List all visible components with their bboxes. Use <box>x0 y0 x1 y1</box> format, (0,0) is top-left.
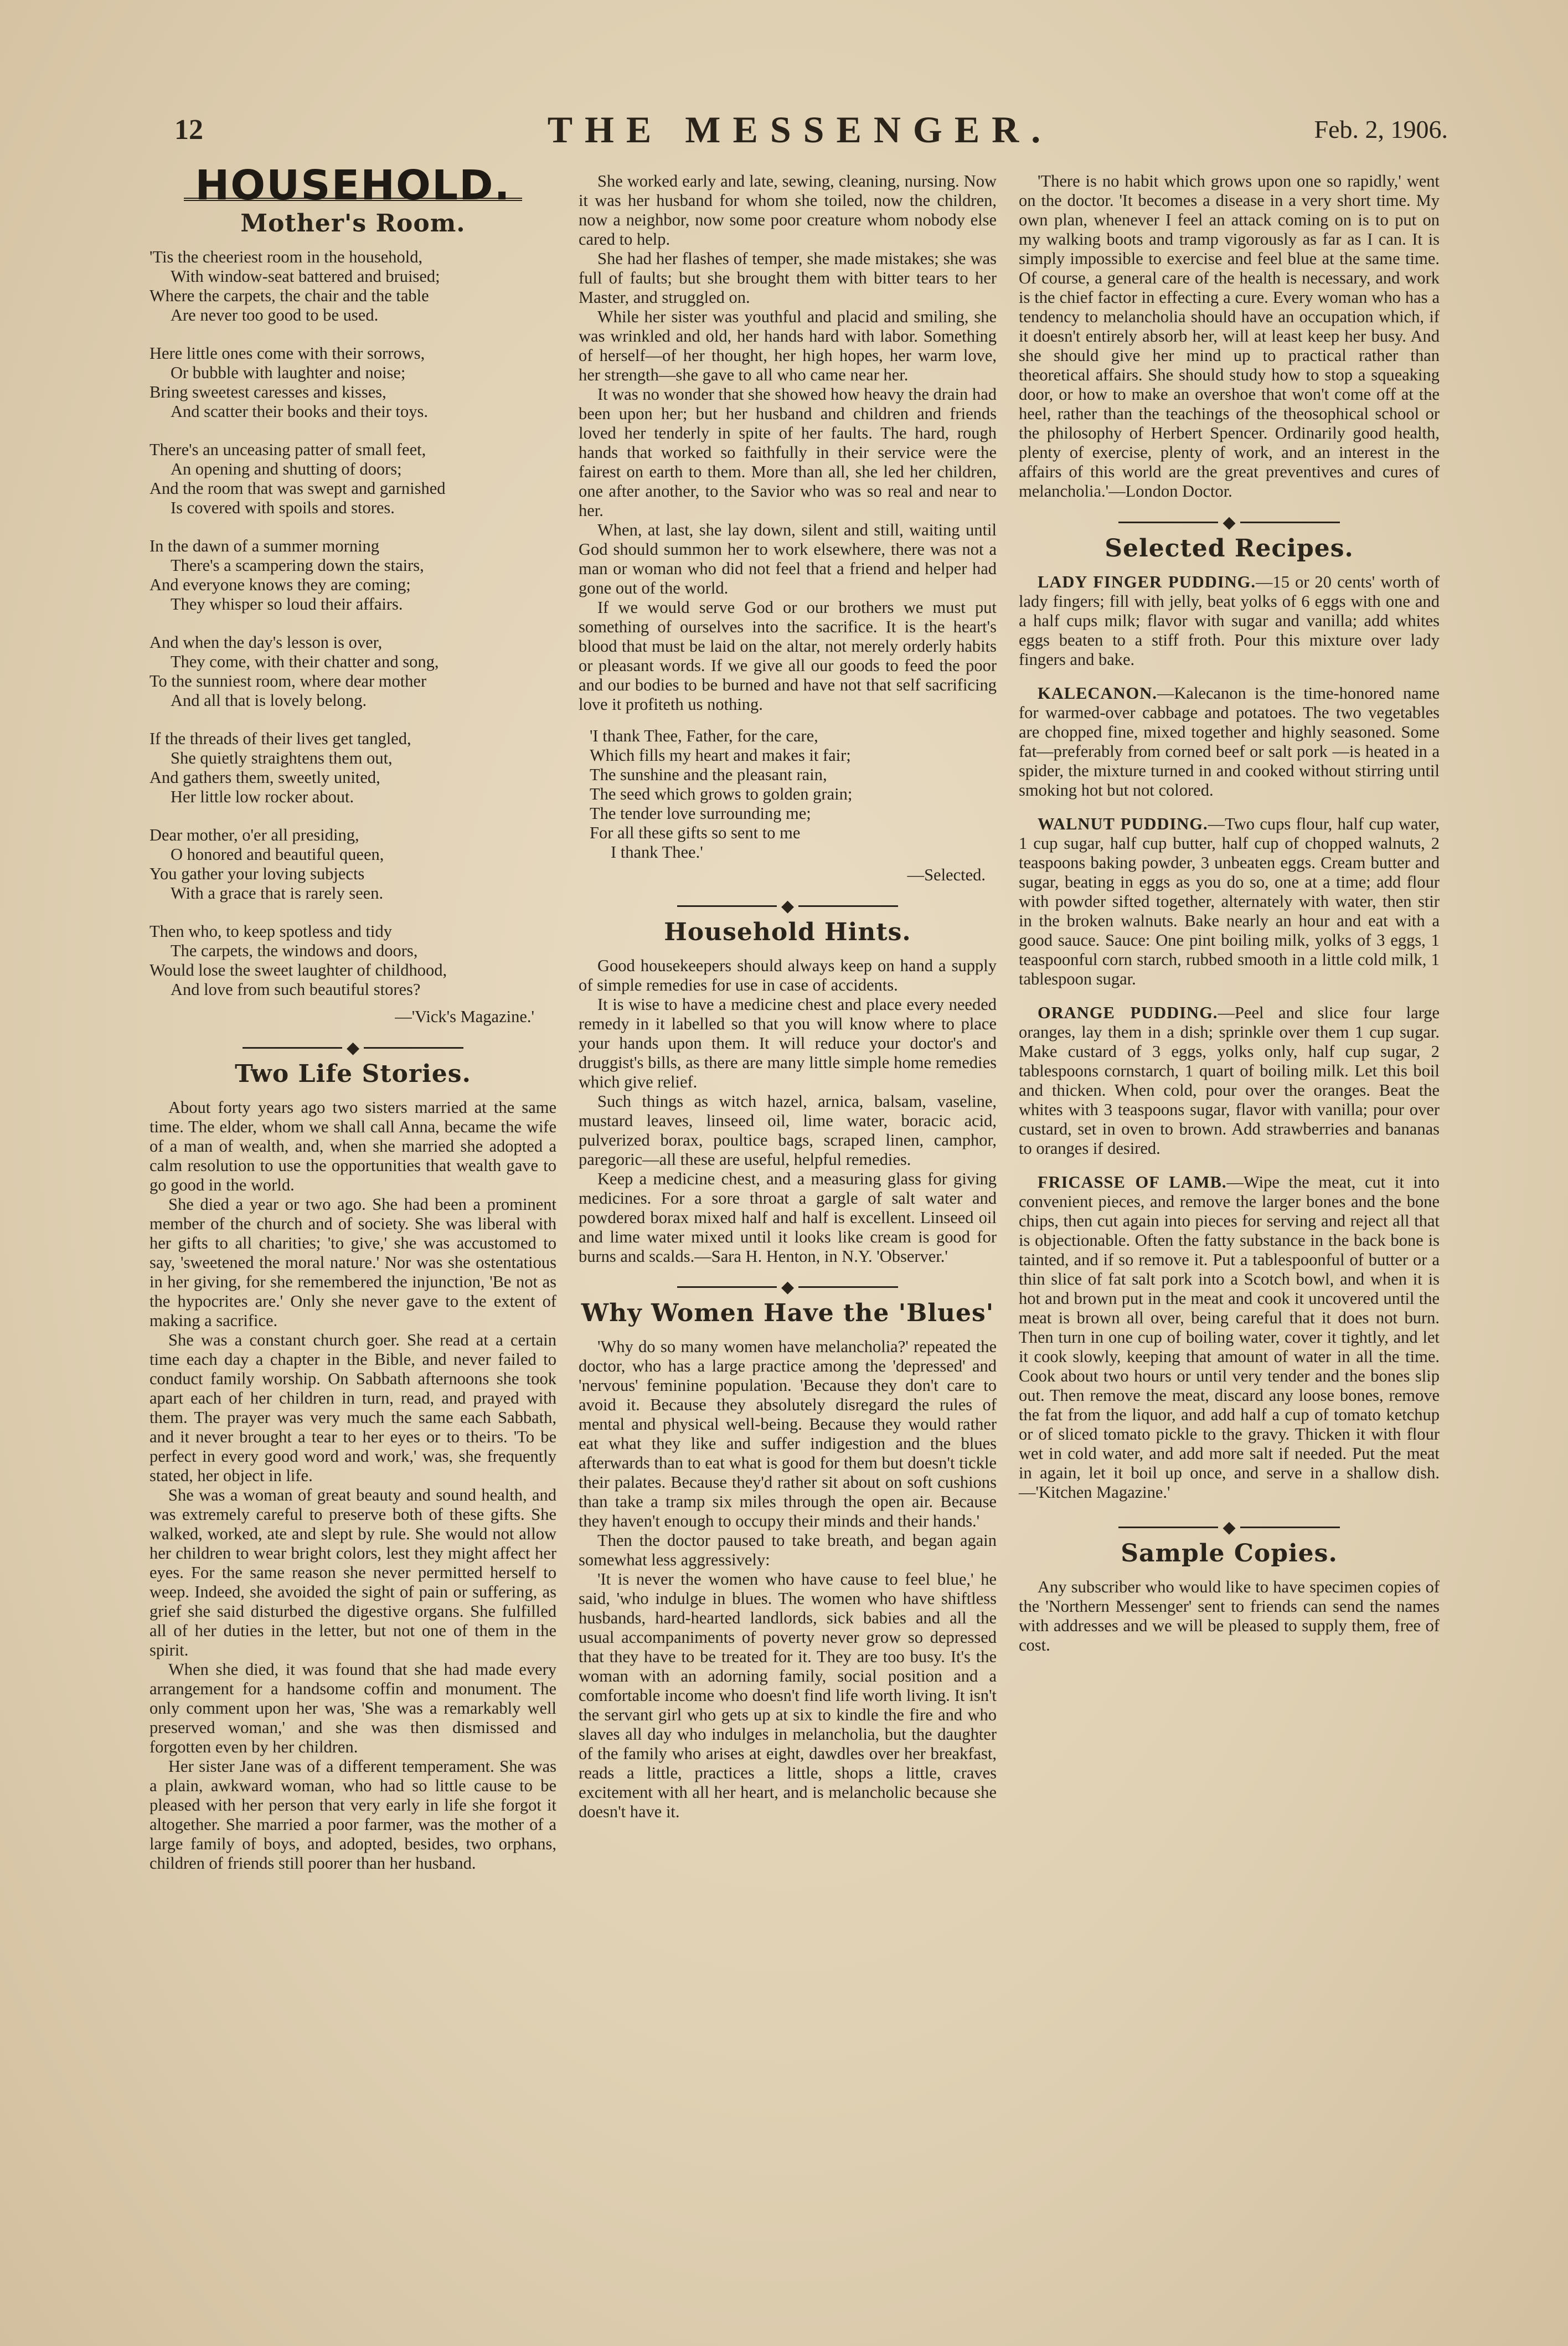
verse-line: If the threads of their lives get tangled, <box>149 729 411 748</box>
story-paragraph: About forty years ago two sisters married at the same time. The elder, whom we shall call Anna, became the wife of a man of wealth, and, when she married she adopted a calm resolution to use the opportunities that wealth gave to go good in the world. <box>149 1097 556 1194</box>
recipe-text: —Kalecanon is the time-honored name for warmed-over cabbage and potatoes. The two vegetables are chopped fine, mixed together and highly seasoned. Some fat—preferably from corned beef or salt pork —is heated in a spider, the mixture turned in and cooked without stirring until smoking hot but not colored. <box>1019 683 1440 800</box>
verse-line: And scatter their books and their toys. <box>171 402 429 421</box>
recipe-title: ORANGE PUDDING. <box>1038 1003 1218 1022</box>
sample-copies-text: Any subscriber who would like to have specimen copies of the 'Northern Messenger' sent to friends can send the names with addresses and we will be pleased to supply them, free of cost. <box>1019 1577 1440 1655</box>
story-paragraph: When she died, it was found that she had made every arrangement for a handsome coffin and monument. The only comment upon her was, 'She was a remarkably well preserved woman,' and she was then dismissed and forgotten even by her children. <box>149 1659 556 1756</box>
hint-paragraph: Such things as witch hazel, arnica, balsam, vaseline, mustard leaves, linseed oil, lime water, boracic acid, pulverized borax, poultice bags, scraped linen, camphor, paregoric—all these are useful, helpful remedies. <box>579 1091 997 1169</box>
recipe-item <box>1019 573 1440 669</box>
verse-source: —Selected. <box>907 865 986 884</box>
newspaper-title: THE MESSENGER. <box>547 109 1053 151</box>
poem-stanza <box>149 922 556 999</box>
verse-line: They whisper so loud their affairs. <box>171 595 403 613</box>
verse-line: To the sunniest room, where dear mother <box>149 672 427 690</box>
verse-line: Here little ones come with their sorrows, <box>149 344 425 363</box>
recipe-title: LADY FINGER PUDDING. <box>1038 572 1256 591</box>
blues-text-continued <box>1019 172 1440 501</box>
blues-paragraph: Then the doctor paused to take breath, and began again somewhat less aggressively: <box>579 1531 997 1570</box>
story-text-continued <box>579 172 997 714</box>
verse-line: The tender love surrounding me; <box>590 804 811 823</box>
poem-source: —'Vick's Magazine.' <box>395 1007 534 1026</box>
verse-line: And everyone knows they are coming; <box>149 575 411 594</box>
verse-line: In the dawn of a summer morning <box>149 537 380 555</box>
verse-line: They come, with their chatter and song, <box>171 652 439 671</box>
recipes-heading: Selected Recipes. <box>1105 534 1354 563</box>
verse-line: Where the carpets, the chair and the table <box>149 286 429 305</box>
sample-copies-heading: Sample Copies. <box>1121 1539 1338 1568</box>
column-3 <box>1019 172 1440 1655</box>
poem-stanza <box>149 248 556 325</box>
story-text <box>149 1098 556 1873</box>
recipe-text: —Wipe the meat, cut it into convenient pieces, and remove the larger bones and the bone chips, then cut again into pieces for serving and reject all that is objectionable. Often the fatty substance in the back bone is tainted, and if so remove it. Put a tablespoonful of butter or a thin slice of fat salt pork into a Scotch bowl, and when it is hot and brown put in the meat and cook it uncovered until the meat is brown all over, being careful that it does not burn. Then turn in one cup of boiling water, cover it tightly, and let it cook slowly, keeping that amount of water in all the time. Cook about two hours or until very tender and the bones slip out. Then remove the meat, discard any loose bones, remove the fat from the liquor, and add half a cup of tomato ketchup or of sliced tomato pickle to the gravy. Thicken it with flour wet in cold water, and add more salt if needed. Put the meat in again, let it boil up once, and serve in a shallow dish.—'Kitchen Magazine.' <box>1019 1172 1440 1502</box>
verse-line: With a grace that is rarely seen. <box>171 884 384 903</box>
story-heading: Two Life Stories. <box>235 1059 471 1088</box>
story-paragraph: If we would serve God or our brothers we must put something of ourselves into the sacrifice. It is the heart's blood that must be laid on the altar, not merely orderly habits or pleasant words. If we give all our goods to feed the poor and our bodies to be burned and have not that self sacrificing love it profiteth us nothing. <box>579 598 997 714</box>
verse-line: And gathers them, sweetly united, <box>149 768 380 787</box>
verse-line: Dear mother, o'er all presiding, <box>149 826 359 844</box>
poem-stanza <box>149 826 556 903</box>
verse-line: The sunshine and the pleasant rain, <box>590 765 827 784</box>
verse-line: Bring sweetest caresses and kisses, <box>149 383 386 401</box>
ornament-divider: ◆ <box>579 1276 997 1297</box>
blues-heading: Why Women Have the 'Blues' <box>581 1299 994 1328</box>
recipe-item <box>1019 1003 1440 1158</box>
verse-line: There's a scampering down the stairs, <box>171 556 424 575</box>
poem-stanza <box>149 633 556 710</box>
hint-paragraph: It is wise to have a medicine chest and place every needed remedy in it labelled so that you will know where to place your hands upon them. It will reduce your doctor's and druggist's bills, as there are many little simple home remedies which give relief. <box>579 994 997 1091</box>
page-number: 12 <box>174 114 203 146</box>
verse-line: 'Tis the cheeriest room in the household, <box>149 248 423 266</box>
blues-text <box>579 1337 997 1822</box>
ornament-divider: ◆ <box>1019 1517 1440 1538</box>
verse-line: Are never too good to be used. <box>171 306 379 324</box>
blues-paragraph: 'There is no habit which grows upon one so rapidly,' went on the doctor. 'It becomes a disease in a very short time. My own plan, whenever I feel an attack coming on is to put on my walking boots and tramp vigorously as far as I can. It is simply impossible to exercise and feel blue at the same time. Of course, a general care of the health is necessary, and work is the chief factor in effecting a cure. Every woman who has a tendency to melancholia should have an occupation which, if it doesn't entirely absorb her, will at least keep her busy. And she should give her mind up to practical rather than theoretical affairs. She should study how to stop a squeaking door, or how to make an overshoe that won't come off at the heel, rather than the teachings of the theosophical school or the philosophy of Herbert Spencer. Ordinarily good health, plenty of exercise, plenty of work, and an interest in the affairs of this world are the great preventives and cures of melancholia.'—London Doctor. <box>1019 172 1440 501</box>
ornament-divider: ◆ <box>579 895 997 916</box>
verse-line: There's an unceasing patter of small feet, <box>149 440 426 459</box>
blues-paragraph: 'Why do so many women have melancholia?' repeated the doctor, who has a large practice among the 'depressed' and 'nervous' feminine population. 'Because they don't care to avoid it. Because they absolutely disregard the rules of mental and physical well-being. Because they would rather eat what they like and suffer indigestion and the blues afterwards than to eat what is good for them but doesn't tickle their palates. Because they'd rather sit about on soft cushions than take a tramp six miles through the open air. Because they haven't enough to occupy their minds and their hands.' <box>579 1337 997 1531</box>
closing-verse <box>590 726 997 862</box>
story-paragraph: She was a constant church goer. She read at a certain time each day a chapter in the Bible, and never failed to conduct family worship. On Sabbath afternoons she took apart each of her children in turn, read, and prayed with them. The prayer was very much the same each Sabbath, and it never brought a tear to her eyes or to theirs. 'To be perfect in every good word and work,' was, she frequently stated, her object in life. <box>149 1330 556 1485</box>
ornament-divider: ◆ <box>149 1037 556 1058</box>
section-title: HOUSEHOLD. <box>184 176 522 201</box>
verse-line: You gather your loving subjects <box>149 864 365 883</box>
story-paragraph: She had her flashes of temper, she made mistakes; she was full of faults; but she brought them with bitter tears to her Master, and struggled on. <box>579 249 997 307</box>
hints-heading: Household Hints. <box>664 917 911 946</box>
verse-line: Would lose the sweet laughter of childhood, <box>149 961 447 979</box>
poem <box>149 248 556 999</box>
story-paragraph: She worked early and late, sewing, cleaning, nursing. Now it was her husband for whom she toiled, now the children, now a neighbor, now some poor creature whom nobody else cared to help. <box>579 172 997 249</box>
verse-line: The seed which grows to golden grain; <box>590 785 853 803</box>
recipe-text: —Two cups flour, half cup water, 1 cup sugar, half cup butter, half cup of chopped walnuts, 2 teaspoons baking powder, 3 unbeaten eggs. Cream butter and sugar, beating in eggs as you do so, one at a time; add flour with powder sifted together, alternately with water, then stir in the broken walnuts. Bake nearly an hour and eat with a good sauce. Sauce: One pint boiling milk, yolks of 3 eggs, 1 teaspoonful corn starch, rubbed smooth in a little cold milk, 1 tablespoon sugar. <box>1019 814 1440 988</box>
poem-heading: Mother's Room. <box>240 209 466 238</box>
verse-line: She quietly straightens them out, <box>171 749 393 767</box>
hint-paragraph: Keep a medicine chest, and a measuring glass for giving medicines. For a sore throat a gargle of salt water and powdered borax mixed half and half is excellent. Linseed oil and lime water mixed until it looks like cream is good for burns and scalds.—Sara H. Henton, in N.Y. 'Observer.' <box>579 1169 997 1266</box>
issue-date: Feb. 2, 1906. <box>1314 115 1448 143</box>
verse-line: Which fills my heart and makes it fair; <box>590 746 851 765</box>
ornament-divider: ◆ <box>1019 511 1440 532</box>
story-paragraph: She died a year or two ago. She had been a prominent member of the church and of society. She was liberal with her gifts to all charities; 'to give,' she was accustomed to say, 'sweetened the moral nature.' Nor was she ostentatious in her giving, for she remembered the injunction, 'Be not as the hypocrites are.' Only she never gave to the extent of making a sacrifice. <box>149 1194 556 1330</box>
masthead <box>152 108 1448 158</box>
story-paragraph: She was a woman of great beauty and sound health, and was extremely careful to preserve both of these gifts. She walked, worked, ate and slept by rule. She would not allow her children to wear bright colors, lest they might affect her eyes. For the same reason she never permitted herself to weep. Indeed, she avoided the sight of pain or suffering, as grief she said disturbed the digestive organs. She fulfilled all of her duties in the letter, but not one of them in the spirit. <box>149 1485 556 1659</box>
verse-line: With window-seat battered and bruised; <box>171 267 440 286</box>
recipe-item <box>1019 684 1440 800</box>
verse-line: For all these gifts so sent to me <box>590 823 801 842</box>
column-2 <box>579 172 997 1822</box>
poem-stanza <box>149 440 556 518</box>
verse-line: Then who, to keep spotless and tidy <box>149 922 392 941</box>
verse-line: The carpets, the windows and doors, <box>171 941 418 960</box>
poem-stanza <box>149 537 556 614</box>
recipe-text: —15 or 20 cents' worth of lady fingers; fill with jelly, beat yolks of 6 eggs with one and a half cups milk; flavor with sugar and vanilla; add whites eggs beaten to a stiff froth. Pour this mixture over lady fingers and bake. <box>1019 572 1440 669</box>
blues-paragraph: 'It is never the women who have cause to feel blue,' he said, 'who indulge in blues. The women who have shiftless husbands, hard-hearted landlords, sick babies and all the usual accompaniments of poverty never grow so depressed that they have to be treated for it. They are too busy. It's the woman with an adorning family, social position and a comfortable income who doesn't find life worth living. It isn't the servant girl who gets up at six to kindle the fire and who slaves all day who indulges in melancholia, but the daughter of the family who arises at eight, dawdles over her breakfast, reads a little, practices a little, shops a little, craves excitement with all her heart, and is melancholic because she doesn't have it. <box>579 1570 997 1822</box>
recipes-list <box>1019 573 1440 1502</box>
section-banner <box>149 162 556 209</box>
verse-line: Or bubble with laughter and noise; <box>171 363 406 382</box>
story-paragraph: When, at last, she lay down, silent and still, waiting until God should summon her to work elsewhere, there was not a man or woman who did not feel that a friend and helper had gone out of the world. <box>579 520 997 597</box>
poem-stanza <box>149 344 556 421</box>
verse-line: And all that is lovely belong. <box>171 691 367 710</box>
verse-line: 'I thank Thee, Father, for the care, <box>590 726 818 745</box>
recipe-title: FRICASSE OF LAMB. <box>1038 1172 1227 1192</box>
recipe-item <box>1019 1173 1440 1502</box>
verse-line: And love from such beautiful stores? <box>171 980 421 999</box>
recipe-item <box>1019 814 1440 989</box>
verse-line: I thank Thee.' <box>611 843 703 862</box>
hint-paragraph: Good housekeepers should always keep on hand a supply of simple remedies for use in case of accidents. <box>579 956 997 994</box>
verse-line: O honored and beautiful queen, <box>171 845 384 864</box>
story-paragraph: While her sister was youthful and placid and smiling, she was wrinkled and old, her hands hard with labor. Something of herself—of her thought, her high hopes, her warm love, her strength—she gave to all who came near her. <box>579 307 997 384</box>
recipe-title: KALECANON. <box>1038 683 1157 703</box>
story-paragraph: It was no wonder that she showed how heavy the drain had been upon her; but her husband and children and friends loved her tenderly in spite of her faults. The hard, rough hands that worked so faithfully in their service were the fairest on earth to them. More than all, she led her children, one after another, to the Savior who was so real and near to her. <box>579 385 997 520</box>
verse-line: And when the day's lesson is over, <box>149 633 383 652</box>
verse-line: Is covered with spoils and stores. <box>171 498 395 517</box>
recipe-title: WALNUT PUDDING. <box>1038 814 1208 833</box>
verse-line: An opening and shutting of doors; <box>171 460 402 478</box>
recipe-text: —Peel and slice four large oranges, lay them in a dish; sprinkle over them 1 cup sugar. Make custard of 3 eggs, yolks only, half cup sugar, 2 tablespoons cornstarch, 1 quart of boiling milk. Let this boil and thicken. When cold, pour over the oranges. Beat the whites with 3 teaspoons sugar, flavor with vanilla; pour over custard, set in oven to brown. Add strawberries and bananas to oranges if desired. <box>1019 1003 1440 1158</box>
poem-stanza <box>149 729 556 807</box>
column-1 <box>149 162 556 1873</box>
verse-line: Her little low rocker about. <box>171 787 354 806</box>
hints-text <box>579 956 997 1266</box>
story-paragraph: Her sister Jane was of a different temperament. She was a plain, awkward woman, who had so little cause to be pleased with her person that very early in life she forgot it altogether. She married a poor farmer, was the mother of a large family of boys, and adopted, besides, two orphans, children of friends still poorer than her husband. <box>149 1756 556 1873</box>
verse-line: And the room that was swept and garnished <box>149 479 446 498</box>
